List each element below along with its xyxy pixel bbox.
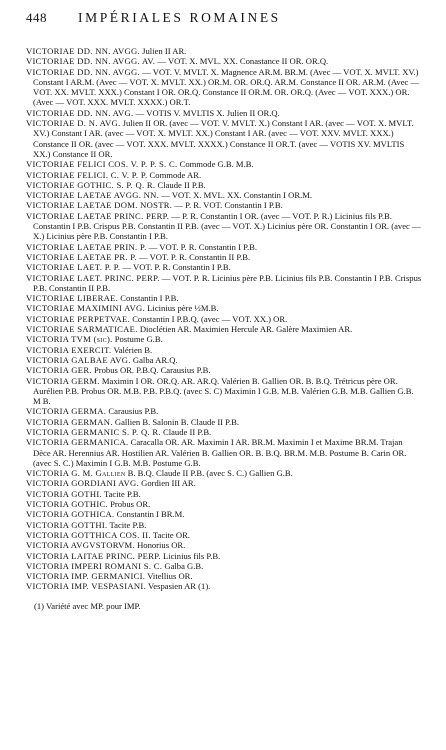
legend-entry: [26, 303, 422, 313]
legend-description: — P. R. VOT. Constantin I P.B.: [172, 200, 283, 211]
legend-description: Commode G.B. M.B.: [177, 159, 254, 170]
legend-label: VICTORIAE DD. NN. AVGG.: [26, 66, 141, 77]
legend-label: VICTORIA TVM (sic).: [26, 334, 113, 345]
legend-entry: [26, 46, 422, 56]
legend-description: Postume G.B.: [112, 334, 163, 345]
legend-description: Probus OR.: [107, 499, 151, 510]
legend-description: Julien II AR.: [140, 46, 187, 56]
legend-entry: [26, 118, 422, 159]
legend-label: VICTORIA GERMANICA.: [26, 437, 129, 448]
legend-entry: [26, 67, 422, 108]
legend-label: VICTORIAE D. N. AVG.: [26, 118, 121, 129]
legend-description: Tacite P.B.: [107, 519, 147, 530]
legend-label: VICTORIAE DD. NN. AVG.: [26, 107, 134, 118]
legend-label: VICTORIA GERMAN.: [26, 416, 113, 427]
legend-label: VICTORIA GOTHICA.: [26, 509, 115, 520]
legend-entry: [26, 170, 422, 180]
legend-description: Maximin I OR. OR.Q. AR. AR.Q. Valérien B. Gallien OR. B. B.Q. Trétricus père OR. Aurélien P.B. Probus OR. M.B. P.B. P.B.Q. (avec S. C) Maximin I G.B. M.B. Valérien G.B. M.B. Gallien G.B. M B.: [33, 375, 414, 407]
legend-description: Galba G.B.: [162, 560, 204, 571]
legend-description: — VOT. X. MVL. XX. Constantin I OR.M.: [159, 190, 313, 201]
legend-description: Dioclétien AR. Maximien Hercule AR. Galère Maximien AR.: [137, 324, 353, 335]
page-number: 448: [26, 10, 47, 25]
legend-label: VICTORIAE FELICI COS. V. P. P. S. C.: [26, 159, 178, 170]
legend-entry: [26, 417, 422, 427]
legend-entry: [26, 520, 422, 530]
legend-description: Commode AR.: [147, 169, 202, 180]
legend-entry: [26, 262, 422, 272]
legend-label: VICTORIA GOTTHICA COS. II.: [26, 529, 151, 540]
legend-label: VICTORIA GERMANIC S. P. Q. R.: [26, 426, 161, 437]
legend-description: — P. R. Constantin I OR. (avec — VOT. P. R.) Licinius fils P.B. Constantin I P.B. Crispus P.B. Constantin II P.B. (avec — VOT. X.) Licinius père OR. Constantin I OR. (avec — X.) Licinius père P.B. Constantin I P.B.: [33, 210, 421, 242]
legend-label: VICTORIA GERM.: [26, 375, 100, 386]
legend-description: Julien II OR. (avec — VOT. V. MVLT. X.) Constant I AR. (avec — VOT. X. MVLT. XV.) Constant I AR. (avec — VOT. X. MVLT. XX.) Constant I AR. (avec — VOT. XXV. MVLT. XXX.) Constance II OR. (avec — VOT. XXX. MVLT. XXXX.) Constance II OR.T. (avec — VOTIS XV. MVLTIS XX.) Constance II OR.: [33, 118, 414, 159]
legend-entry: [26, 427, 422, 437]
legend-entry: [26, 242, 422, 252]
legend-entry: [26, 499, 422, 509]
legend-description: Constantin I P.B.Q. (avec — VOT. XX.) OR.: [130, 313, 288, 324]
legend-entry: [26, 355, 422, 365]
legend-description: Tacite P.B.: [101, 488, 141, 499]
legend-label: VICTORIA LAITAE PRINC. PERP.: [26, 550, 161, 561]
legend-label: VICTORIA IMPERI ROMANI S. C.: [26, 560, 163, 571]
legend-entry: [26, 406, 422, 416]
legend-label: VICTORIA GER.: [26, 365, 92, 376]
legend-description: — VOT. X. MVL. XX. Conastance II OR. OR.Q.: [155, 56, 329, 67]
legend-description: Carausius P.B.: [106, 406, 159, 417]
legend-entry: [26, 540, 422, 550]
legend-description: Constantin I P.B.: [118, 293, 179, 304]
legend-label: VICTORIAE LIBERAE.: [26, 293, 119, 304]
legend-description: Galba AR.Q.: [130, 354, 178, 365]
legend-description: Gordien III AR.: [139, 478, 196, 489]
legend-description: Licinius père ½M.B.: [145, 303, 219, 314]
legend-entry: [26, 530, 422, 540]
legend-entry: [26, 468, 422, 478]
legend-label: VICTORIAE LAETAE AVGG. NN.: [26, 190, 160, 201]
legend-entry: [26, 581, 422, 591]
legend-description: Caracalla OR. AR. Maximin I AR. BR.M. Maximin I et Maxime BR.M. Trajan Dèce AR. Herennius AR. Hostilien AR. Valérien B. Gallien OR. B. B.Q. BR.M. M.B. Postume B. Carin OR. (avec S. C.) Maximin I G.B. M.B. Postume G.B.: [33, 437, 407, 468]
legend-entry: [26, 159, 422, 169]
running-title: IMPÉRIALES ROMAINES: [78, 10, 281, 25]
legend-label: VICTORIAE LAETAE PR. P.: [26, 251, 137, 262]
legend-label: VICTORIAE SARMATICAE.: [26, 324, 138, 335]
legend-entry: [26, 478, 422, 488]
legend-entry: [26, 437, 422, 468]
legend-entry: [26, 314, 422, 324]
legend-label: VICTORIAE DD. NN. AVGG. AV.: [26, 56, 156, 67]
legend-description: — VOT. P. R. Licinius père P.B. Licinius fils P.B. Constantin I P.B. Crispus P.B. Constantin II P.B.: [33, 272, 422, 293]
legend-label: VICTORIAE LAETAE PRIN. P.: [26, 241, 147, 252]
legend-description: Claude II P.B.: [160, 426, 212, 437]
legend-label: VICTORIA GORDIANI AVG.: [26, 478, 139, 489]
legend-label: VICTORIAE LAET. PRINC. PERP.: [26, 272, 160, 283]
footnote: (1) Variété avec MP. pour IMP.: [34, 600, 141, 611]
legend-description: — VOT. P. R. Constantin II P.B.: [136, 251, 251, 262]
legend-description: Licinius fils P.B.: [160, 550, 221, 561]
legend-entry: [26, 293, 422, 303]
legend-entry: [26, 211, 422, 242]
legend-entry: [26, 273, 422, 294]
legend-label: VICTORIA G. M. Gallien: [26, 468, 126, 479]
legend-description: — VOT. P. R. Constantin I P.B.: [146, 241, 257, 252]
legend-label: VICTORIAE GOTHIC. S. P. Q. R.: [26, 179, 156, 190]
legend-description: B. B.Q. Claude II P.B. (avec S. C.) Gallien G.B.: [125, 468, 293, 479]
legend-description: Vespasien AR (1).: [146, 581, 211, 592]
legend-description: — VOT. P. R. Constantin I P.B.: [120, 262, 231, 273]
legend-entry: [26, 571, 422, 581]
legend-entry: [26, 489, 422, 499]
legend-description: — VOT. V. MVLT. X. Magnence AR.M. BR.M. (Avec — VOT. X. MVLT. XV.) Constant I AR.M. (Avec — VOT. X. MVLT. XX.) OR.M. OR. OR.Q. AR.M. Constance II OR. AR.M. (Avec — VOT. XX. MVLT. XXX.) Constant I OR. OR.Q. Constance II OR.M. OR. OR.Q. (Avec — VOT. XXX.) OR. (Avec — VOT. XXX. MVLT. XXXX.) OR.T.: [33, 66, 420, 108]
legend-entry: [26, 56, 422, 66]
legend-label: VICTORIA EXERCIT.: [26, 344, 112, 355]
legend-label: VICTORIA GOTHIC.: [26, 499, 108, 510]
legend-label: VICTORIAE DD. NN. AVGG.: [26, 46, 141, 56]
legend-entry: [26, 345, 422, 355]
legend-label: VICTORIA IMP. GERMANICI.: [26, 571, 146, 582]
legend-label: VICTORIA IMP. VESPASIANI.: [26, 581, 147, 592]
legend-label: VICTORIAE MAXIMINI AVG.: [26, 303, 146, 314]
legend-description: Claude II P.B.: [155, 179, 206, 190]
legend-entry: [26, 376, 422, 407]
legend-description: Constantin I BR.M.: [114, 509, 185, 520]
legend-label: VICTORIAE LAETAE DOM. NOSTR.: [26, 200, 173, 211]
legend-entry: [26, 561, 422, 571]
legend-label: VICTORIAE FELICI. C. V. P. P.: [26, 169, 148, 180]
legend-label: VICTORIA GOTHI.: [26, 488, 102, 499]
legend-entry: [26, 324, 422, 334]
legend-entry: [26, 252, 422, 262]
legend-description: Tacite OR.: [150, 529, 190, 540]
legend-label: VICTORIA GALBAE AVG.: [26, 354, 131, 365]
legend-description: Gallien B. Salonin B. Claude II P.B.: [112, 416, 240, 427]
legend-entry: [26, 180, 422, 190]
legend-entry: [26, 365, 422, 375]
legend-description: Probus OR. P.B.Q. Carausius P.B.: [91, 365, 211, 376]
legend-entry: [26, 200, 422, 210]
legend-label: VICTORIA GERMA.: [26, 406, 107, 417]
legend-list: [26, 46, 422, 592]
legend-entry: [26, 551, 422, 561]
legend-label: VICTORIA GOTTHI.: [26, 519, 108, 530]
legend-description: Valérien B.: [111, 344, 153, 355]
legend-entry: [26, 190, 422, 200]
legend-label: VICTORIAE LAETAE PRINC. PERP.: [26, 210, 170, 221]
legend-entry: [26, 334, 422, 344]
legend-description: — VOTIS V. MVLTIS X. Julien II OR.Q.: [133, 107, 280, 118]
page-header: [26, 10, 422, 40]
legend-label: VICTORIAE PERPETVAE.: [26, 313, 131, 324]
legend-label: VICTORIAE LAET. P. P.: [26, 262, 121, 273]
legend-entry: [26, 509, 422, 519]
legend-label: VICTORIA AVGVSTORVM.: [26, 540, 135, 551]
legend-description: Vitellius OR.: [145, 571, 193, 582]
legend-description: Honorius OR.: [134, 540, 186, 551]
legend-entry: [26, 108, 422, 118]
